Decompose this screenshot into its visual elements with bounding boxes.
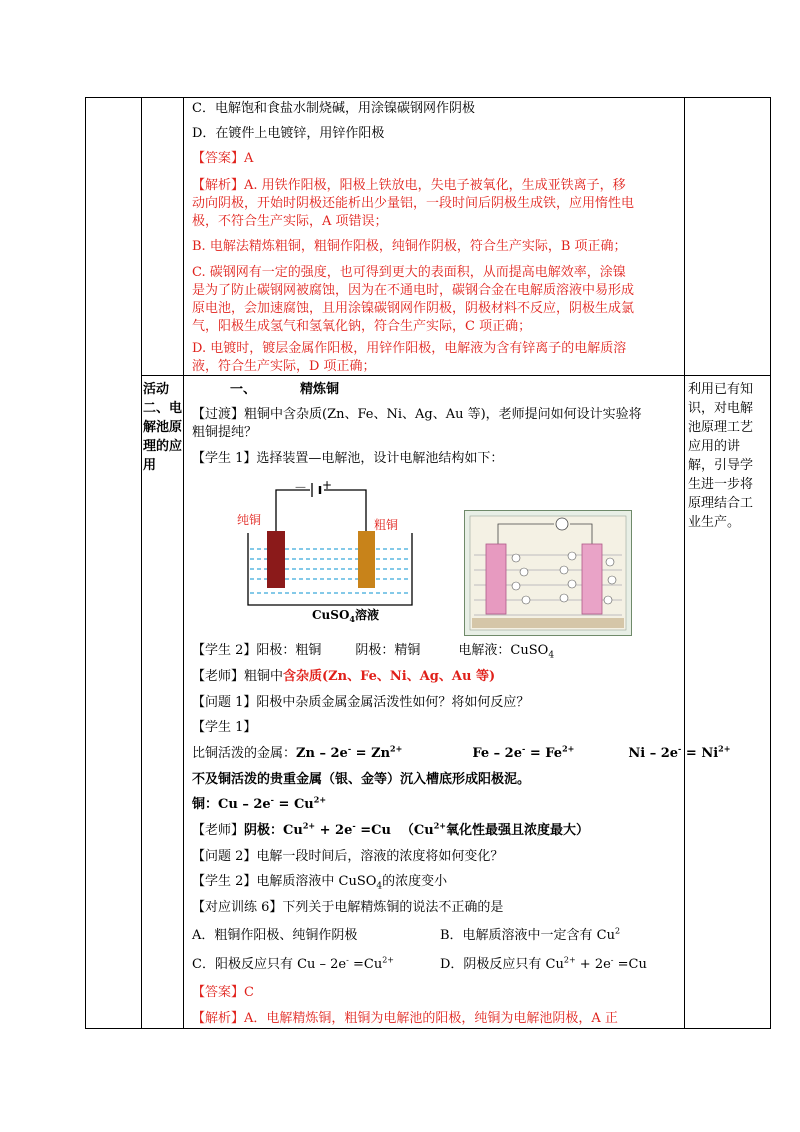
crude-copper-electrode — [358, 531, 375, 588]
col-divider-1 — [141, 98, 142, 1028]
analysis-a-3: 极，不符合生产实际，A 项错误； — [192, 214, 388, 229]
minus-sign: － — [294, 481, 308, 496]
exercise6-option-a: A．粗铜作阳极、纯铜作阴极 — [192, 928, 358, 943]
student2b-line: 【学生 2】电解质溶液中 CuSO$_4$的浓度变小 — [192, 874, 448, 892]
exercise6-option-b: B．电解质溶液中一定含有 Cu$^2$ — [440, 926, 621, 943]
col-divider-2 — [183, 98, 184, 1028]
crude-copper-label: 粗铜 — [374, 518, 399, 532]
analysis-c-2: 是为了防止碳钢网被腐蚀，因为在不通电时，碳钢合金在电解质溶液中易形成 — [192, 283, 635, 298]
refining-illustration — [464, 510, 632, 636]
col-divider-3 — [684, 98, 685, 1028]
plus-sign: + — [322, 478, 333, 492]
electrolysis-cell-diagram — [232, 478, 422, 623]
copper-oxidation: 铜：$Cu - 2e^- = Cu^{2+}$ — [192, 794, 327, 812]
section-title: 精炼铜 — [300, 382, 340, 397]
noble-metals-line: 不及铜活泼的贵重金属（银、金等）沉入槽底形成阳极泥。 — [192, 772, 531, 787]
exercise6-stem: 【对应训练 6】下列关于电解精炼铜的说法不正确的是 — [192, 900, 504, 915]
option-c: C．电解饱和食盐水制烧碱，用涂镍碳钢网作阴极 — [192, 101, 475, 116]
analysis-c-3: 原电池，会加速腐蚀，且用涂镍碳钢网作阴极，阴极材料不反应，阴极生成氯 — [192, 301, 635, 316]
answer: 【答案】A — [192, 151, 254, 166]
activity-label: 活动二、电解池原理的应用 — [143, 382, 183, 473]
analysis-a-2: 动向阴极，开始时阴极还能析出少量铝，一段时间后阴极生成铁，应用惰性电 — [192, 196, 635, 211]
analysis-c-4: 气，阳极生成氢气和氢氧化钠，符合生产实际，C 项正确； — [192, 319, 532, 334]
section-number: 一、 — [230, 382, 257, 397]
reactive-metals-line: 比铜活泼的金属：$Zn - 2e^- = Zn^{2+}$ $Fe - 2e^- = Fe^{2+}$ $Ni - 2e^- = Ni^{2+}$ — [192, 743, 731, 761]
solution-label: CuSO$_4$溶液 — [312, 608, 379, 623]
analysis-d-2: 液，符合生产实际，D 项正确； — [192, 359, 376, 374]
transition-2: 粗铜提纯？ — [192, 425, 258, 440]
cathode-plate — [486, 544, 506, 614]
student2-line: 【学生 2】阳极：粗铜 阴极：精铜 电解液：CuSO$_4$ — [192, 643, 555, 661]
teaching-note: 利用已有知识，对电解池原理工艺应用的讲解，引导学生进一步将原理结合工业生产。 — [688, 382, 754, 530]
student1b: 【学生 1】 — [192, 720, 257, 735]
teacher2-line: 【老师】阴极：$Cu^{2+} + 2e^- =Cu$ （$Cu^{2+}$氧化性最强且浓度最大） — [192, 820, 590, 838]
question2: 【问题 2】电解一段时间后，溶液的浓度将如何变化？ — [192, 849, 504, 864]
student1-line: 【学生 1】选择装置—电解池，设计电解池结构如下： — [192, 451, 504, 466]
exercise6-analysis: 【解析】A．电解精炼铜，粗铜为电解池的阳极，纯铜为电解池阴极，A 正 — [192, 1011, 618, 1026]
anode-plate — [582, 544, 602, 614]
analysis-b: B. 电解法精炼粗铜，粗铜作阳极，纯铜作阴极，符合生产实际，B 项正确； — [192, 239, 627, 254]
ammeter — [556, 518, 568, 530]
exercise6-option-d: D．阴极反应只有 $Cu^{2+} + 2e^- =Cu$ — [440, 955, 647, 972]
pure-copper-label: 纯铜 — [237, 513, 262, 527]
analysis-a-1: 【解析】A. 用铁作阳极，阳极上铁放电，失电子被氧化，生成亚铁离子，移 — [192, 178, 626, 193]
teacher1-line: 【老师】粗铜中含杂质(Zn、Fe、Ni、Ag、Au 等) — [192, 669, 496, 684]
pure-copper-electrode — [267, 531, 285, 588]
analysis-d-1: D. 电镀时，镀层金属作阳极，用锌作阳极，电解液为含有锌离子的电解质溶 — [192, 341, 627, 356]
option-d: D．在镀件上电镀锌，用锌作阳极 — [192, 126, 385, 141]
analysis-c-1: C. 碳钢网有一定的强度，也可得到更大的表面积，从而提高电解效率，涂镍 — [192, 265, 626, 280]
question1: 【问题 1】阳极中杂质金属金属活泼性如何？将如何反应？ — [192, 695, 530, 710]
exercise6-option-c: C．阳极反应只有 $Cu - 2e^- =Cu^{2+}$ — [192, 955, 394, 972]
exercise6-answer: 【答案】C — [192, 985, 254, 1000]
transition-1: 【过渡】粗铜中含杂质(Zn、Fe、Ni、Ag、Au 等)，老师提问如何设计实验将 — [192, 407, 642, 422]
anode-mud — [472, 618, 624, 628]
